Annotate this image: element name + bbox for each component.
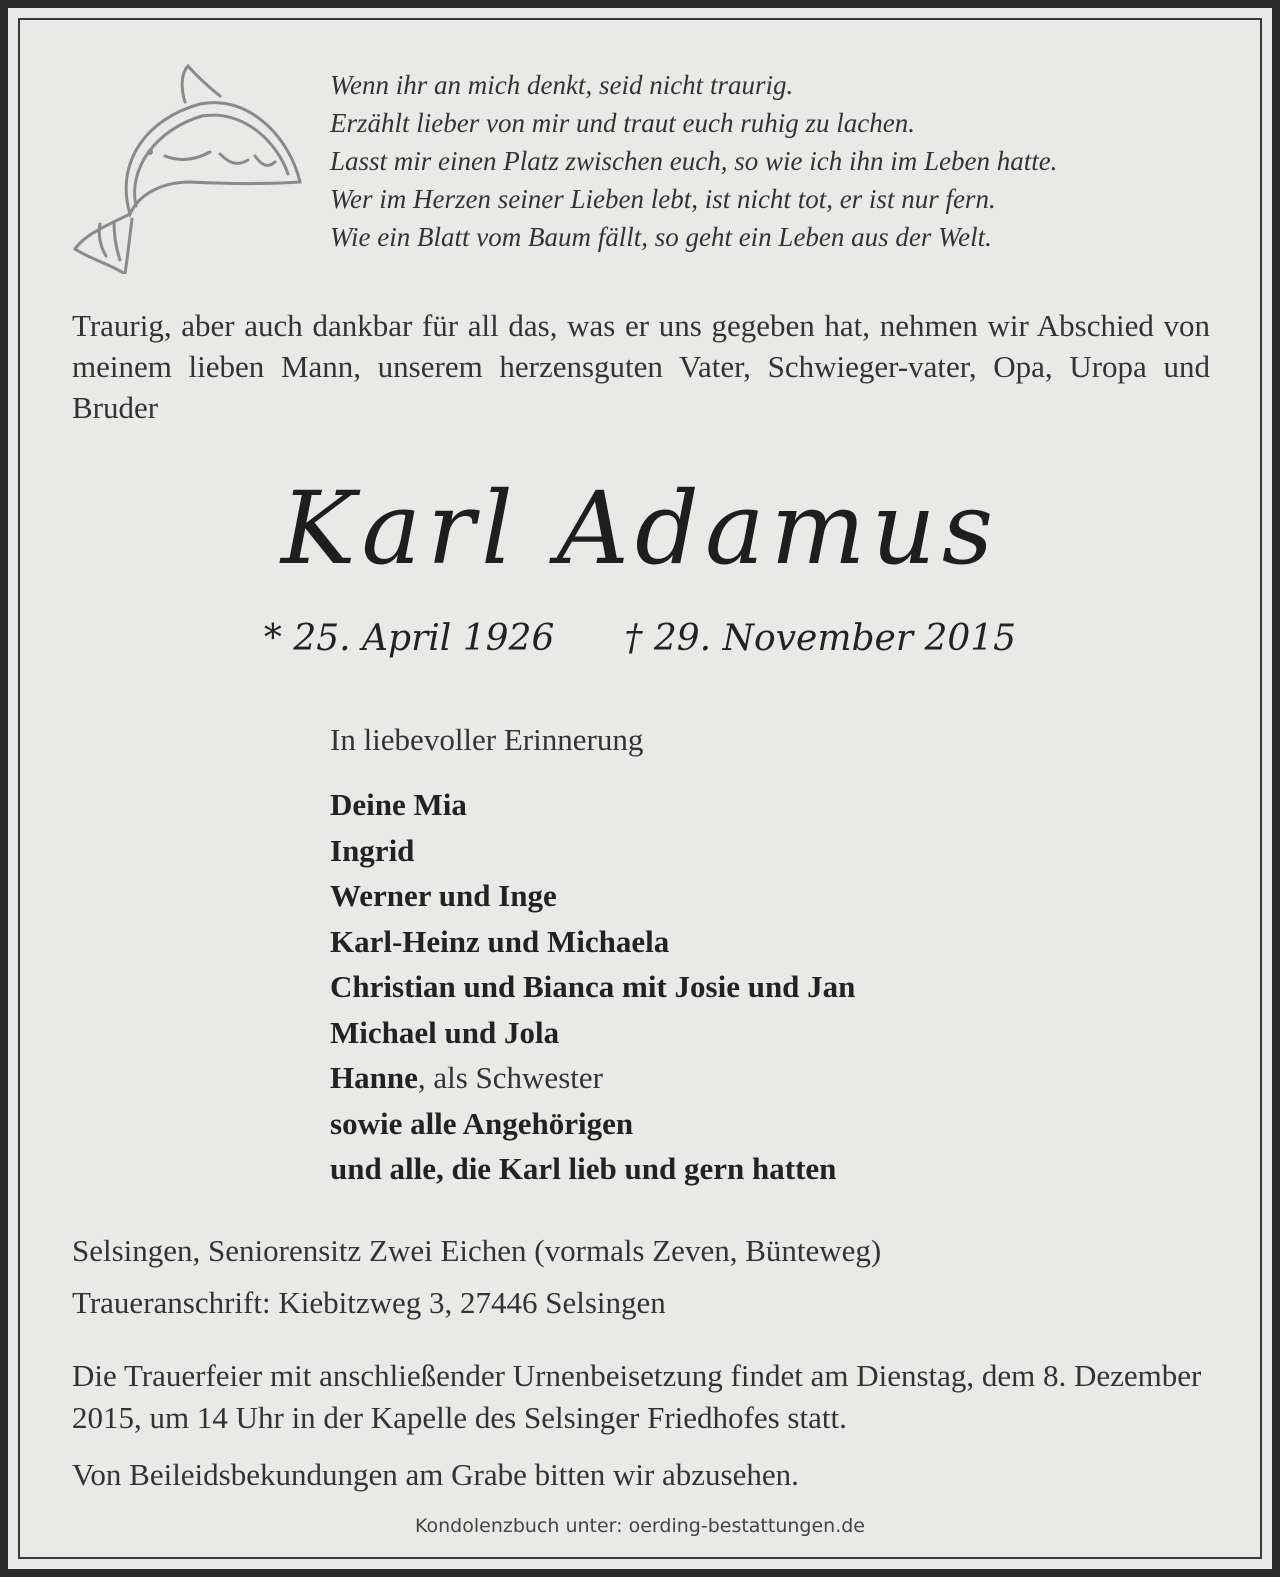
mourner-item: und alle, die Karl lieb und gern hatten <box>330 1151 837 1186</box>
mourner-item-sister <box>330 1055 855 1101</box>
poem-line: Wie ein Blatt vom Baum fällt, so geht ein Leben aus der Welt. <box>330 222 992 252</box>
sister-suffix: , als Schwester <box>417 1060 603 1095</box>
poem <box>330 66 1230 256</box>
location-block <box>72 1225 881 1329</box>
footer-condolence-book: Kondolenzbuch unter: oerding-bestattungen.de <box>414 1515 866 1537</box>
poem-line: Lasst mir einen Platz zwischen euch, so wie ich ihn im Leben hatte. <box>330 146 1058 176</box>
mourner-item: Karl-Heinz und Michaela <box>330 923 670 959</box>
mourner-item: sowie alle Angehörigen <box>330 1105 634 1141</box>
mourner-item: Werner und Inge <box>330 878 557 913</box>
mourner-item: Christian und Bianca mit Josie und Jan <box>330 969 856 1004</box>
birth-date: * 25. April 1926 <box>263 618 555 659</box>
poem-line: Wenn ihr an mich denkt, seid nicht traurig. <box>330 70 794 100</box>
mourner-item: Michael und Jola <box>330 1014 560 1050</box>
mourner-item: Ingrid <box>330 832 415 868</box>
ceremony-text: Die Trauerfeier mit anschließender Urnenbeisetzung findet am Dienstag, dem 8. Dezember 2015, um 14 Uhr in der Kapelle des Selsinger Friedhofes statt. <box>72 1358 1202 1435</box>
mourner-item: Deine Mia <box>330 787 467 822</box>
poem-line: Erzählt lieber von mir und traut euch ruhig zu lachen. <box>330 108 915 138</box>
place-line: Selsingen, Seniorensitz Zwei Eichen (vormals Zeven, Bünteweg) <box>72 1233 882 1268</box>
memory-line: In liebevoller Erinnerung <box>330 722 644 757</box>
life-dates <box>0 618 1280 659</box>
condolence-note: Von Beileidsbekundungen am Grabe bitten wir abzusehen. <box>72 1457 799 1492</box>
deceased-name: Karl Adamus <box>280 470 1000 587</box>
death-date: † 29. November 2015 <box>624 618 1017 659</box>
address-line: Traueranschrift: Kiebitzweg 3, 27446 Selsingen <box>72 1285 666 1320</box>
sister-name: Hanne <box>330 1060 418 1095</box>
intro-text: Traurig, aber auch dankbar für all das, was er uns gegeben hat, nehmen wir Abschied von meinem lieben Mann, unserem herzensguten Vater, Schwieger-vater, Opa, Uropa und Bruder <box>72 308 1210 425</box>
mourner-list <box>330 782 855 1192</box>
poem-line: Wer im Herzen seiner Lieben lebt, ist nicht tot, er ist nur fern. <box>330 184 996 214</box>
fish-icon <box>70 64 305 274</box>
